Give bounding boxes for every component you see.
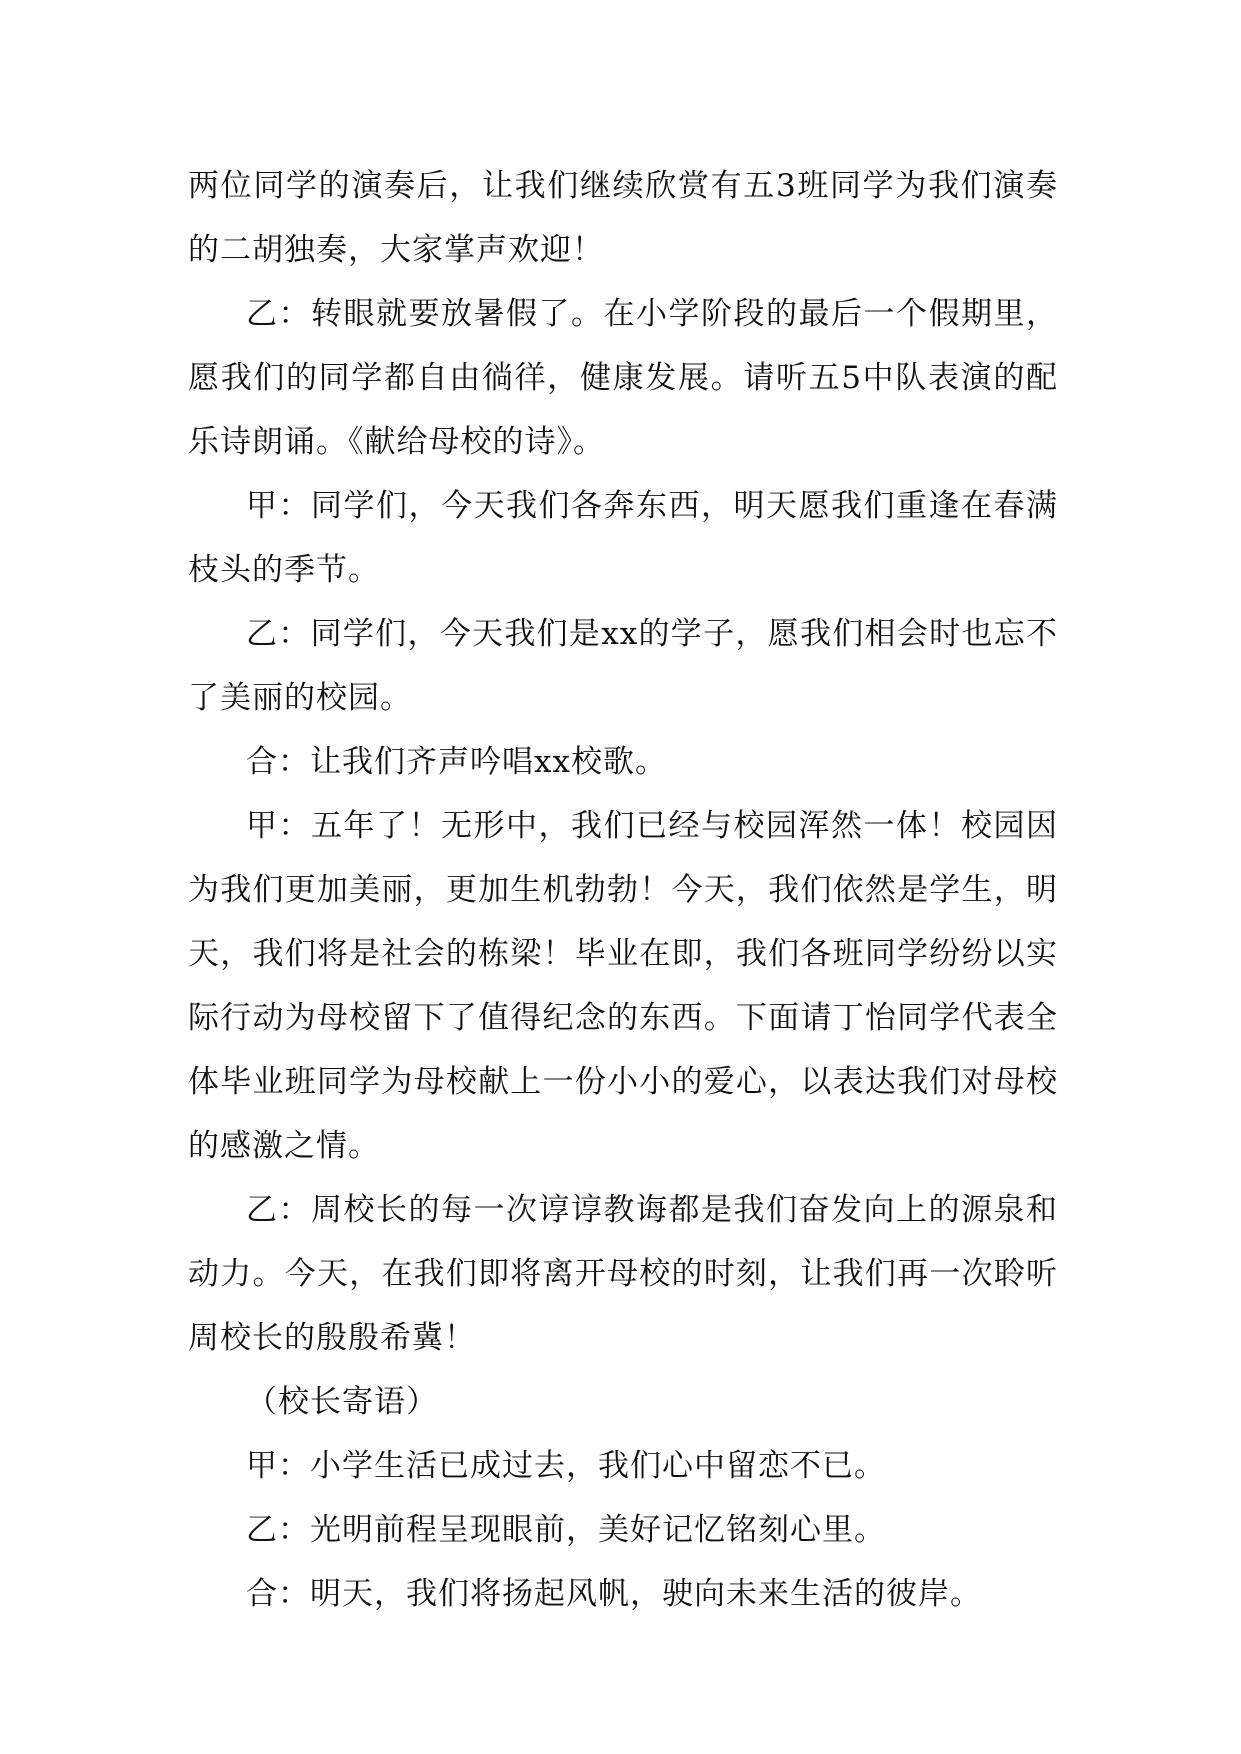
paragraph-yi-bright-future: 乙：光明前程呈现眼前，美好记忆铭刻心里。 bbox=[246, 1512, 886, 1548]
paragraph-continuation: 两位同学的演奏后，让我们继续欣赏有五3班同学为我们演奏的二胡独奏，大家掌声欢迎！ bbox=[188, 168, 1058, 268]
paragraph-principal-message: （校长寄语） bbox=[246, 1384, 438, 1420]
paragraph-jia-primary-life: 甲：小学生活已成过去，我们心中留恋不已。 bbox=[246, 1448, 886, 1484]
paragraph-yi-summer-holiday: 乙：转眼就要放暑假了。在小学阶段的最后一个假期里，愿我们的同学都自由徜徉，健康发展。请听五5中队表演的配乐诗朗诵。《献给母校的诗》。 bbox=[188, 296, 1058, 460]
paragraph-jia-farewell: 甲：同学们，今天我们各奔东西，明天愿我们重逢在春满枝头的季节。 bbox=[188, 488, 1058, 588]
paragraph-yi-campus: 乙：同学们，今天我们是xx的学子，愿我们相会时也忘不了美丽的校园。 bbox=[188, 616, 1058, 716]
paragraph-he-tomorrow: 合：明天，我们将扬起风帆，驶向未来生活的彼岸。 bbox=[246, 1576, 982, 1612]
paragraph-he-school-song: 合：让我们齐声吟唱xx校歌。 bbox=[246, 744, 667, 780]
paragraph-yi-principal: 乙：周校长的每一次谆谆教诲都是我们奋发向上的源泉和动力。今天，在我们即将离开母校的时刻，让我们再一次聆听周校长的殷殷希冀！ bbox=[188, 1192, 1058, 1356]
paragraph-jia-five-years: 甲：五年了！无形中，我们已经与校园浑然一体！校园因为我们更加美丽，更加生机勃勃！今天，我们依然是学生，明天，我们将是社会的栋梁！毕业在即，我们各班同学纷纷以实际行动为母校留下了值得纪念的东西。下面请丁怡同学代表全体毕业班同学为母校献上一份小小的爱心，以表达我们对母校的感激之情。 bbox=[188, 808, 1058, 1164]
document-page bbox=[188, 154, 1058, 1626]
